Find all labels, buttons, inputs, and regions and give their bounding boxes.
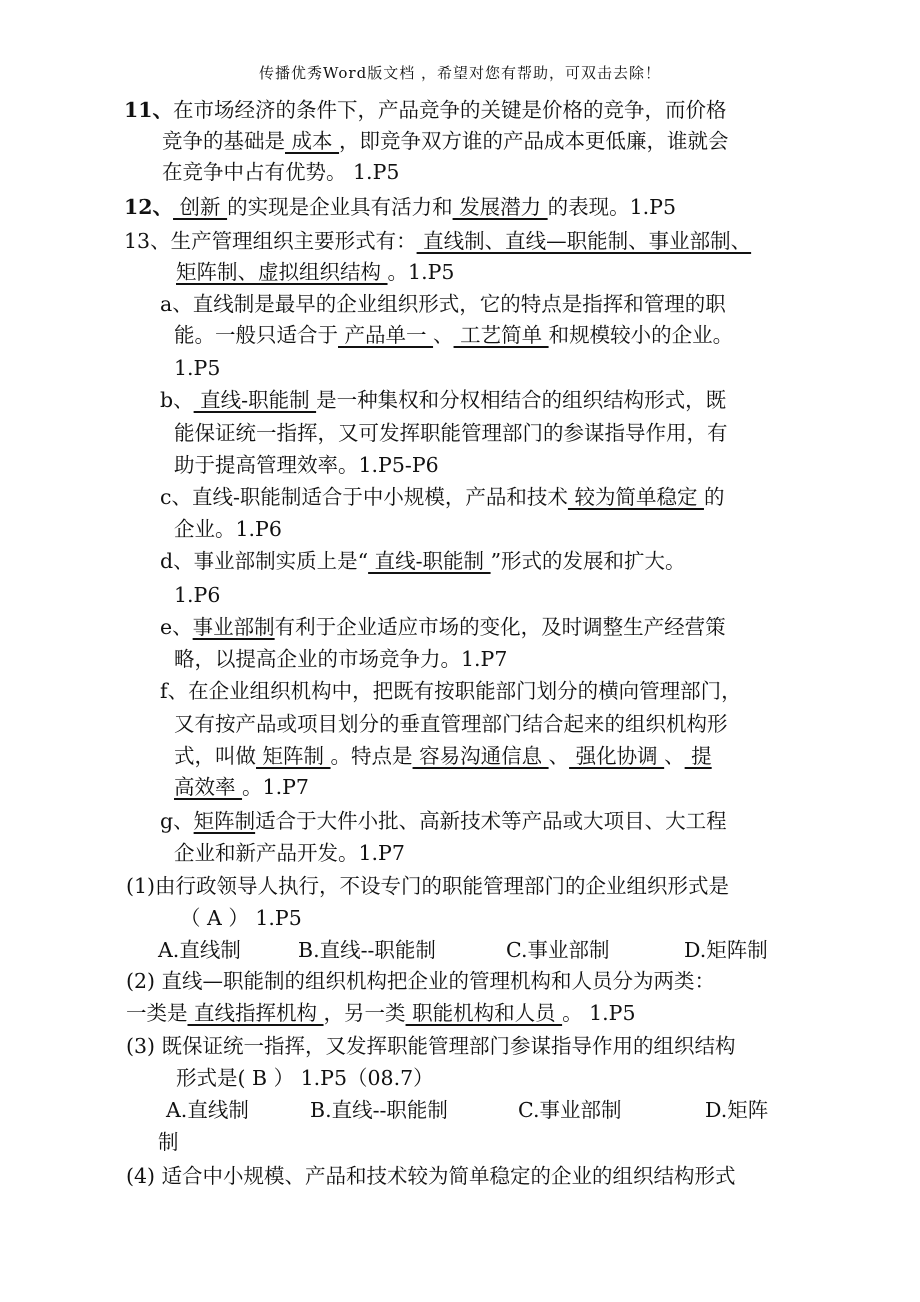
q12-answer-innovation: 创新	[173, 195, 228, 219]
qf-line-4	[174, 772, 309, 802]
q13-text-1a: 生产管理组织主要形式有：	[170, 229, 417, 253]
q12-text-d: 的表现。1.P5	[547, 195, 677, 219]
q13-line-1	[124, 226, 751, 256]
qc-text-1a: 直线-职能制适合于中小规模，产品和技术	[191, 485, 568, 509]
qe-answer-division: 事业部制	[192, 615, 275, 639]
qf-line-1	[160, 676, 742, 706]
qg-line-2: 企业和新产品开发。1.P7	[174, 841, 405, 865]
q12-number: 12、	[124, 195, 174, 219]
m3-option-b: B.直线--职能制	[310, 1098, 448, 1122]
q13-answer-forms-1: 直线制、直线—职能制、事业部制、	[416, 229, 752, 253]
qd-line-1	[160, 546, 686, 576]
qb-line-2: 能保证统一指挥，又可发挥职能管理部门的参谋指导作用，有	[174, 421, 728, 445]
qd-line-2: 1.P6	[174, 583, 221, 607]
qf-text-4b: 。1.P7	[242, 775, 309, 799]
qc-label: c、	[160, 485, 192, 509]
qd-label: d、	[160, 549, 194, 573]
m1-option-a: A.直线制	[158, 938, 241, 962]
m2-answer-line-command: 直线指挥机构	[187, 1001, 324, 1025]
qe-line-1	[160, 612, 726, 642]
qf-text-1: 在企业组织机构中，把既有按职能部门划分的横向管理部门，	[188, 679, 742, 703]
qa-line-3: 1.P5	[174, 356, 221, 380]
m1-line-2: （ A ） 1.P5	[180, 906, 302, 930]
q11-number: 11、	[124, 98, 174, 122]
m1-option-c: C.事业部制	[506, 938, 610, 962]
q12-text-b: 的实现是企业具有活力和	[227, 195, 453, 219]
q13-number: 13、	[124, 229, 171, 253]
qf-text-3e: 、	[548, 744, 570, 768]
qg-label: g、	[160, 809, 194, 833]
qa-answer-simple-process: 工艺简单	[453, 323, 549, 347]
q13-line-2	[176, 257, 454, 287]
page-header: 传播优秀Word版文档 ，希望对您有帮助，可双击去除！	[259, 64, 661, 82]
m2-text-2a: 一类是	[126, 1001, 188, 1025]
qd-text-1a: 事业部制实质上是“	[193, 549, 369, 573]
qc-answer-simple-stable: 较为简单稳定	[567, 485, 704, 509]
qa-line-2	[174, 320, 733, 350]
qb-label: b、	[160, 388, 194, 412]
qe-line-2: 略，以提高企业的市场竞争力。1.P7	[174, 647, 508, 671]
q13-text-2b: 。1.P5	[387, 260, 455, 284]
qf-answer-communication: 容易沟通信息	[412, 744, 549, 768]
qe-text-1b: 有利于企业适应市场的变化，及时调整生产经营策	[274, 615, 726, 639]
qc-text-1c: 的	[703, 485, 725, 509]
m2-line-1: (2) 直线—职能制的组织机构把企业的管理机构和人员分为两类：	[126, 969, 716, 993]
qf-answer-matrix: 矩阵制	[256, 744, 331, 768]
qa-text-2a: 能。一般只适合于	[174, 323, 338, 347]
m2-text-2c: ，另一类	[323, 1001, 406, 1025]
m4-line-1: (4) 适合中小规模、产品和技术较为简单稳定的企业的组织结构形式	[126, 1164, 736, 1188]
m1-option-b: B.直线--职能制	[298, 938, 436, 962]
q12-answer-potential: 发展潜力	[452, 195, 548, 219]
qa-text-2c: 、	[433, 323, 454, 347]
m3-option-d-wrap: 制	[158, 1130, 179, 1154]
q11-line-2	[162, 126, 729, 156]
m3-option-a: A.直线制	[166, 1098, 249, 1122]
q11-answer-cost: 成本	[285, 129, 340, 153]
qe-label: e、	[160, 615, 193, 639]
m3-line-2: 形式是( B ） 1.P5（08.7）	[176, 1066, 434, 1090]
m2-line-2	[126, 998, 636, 1028]
qa-line-1	[160, 289, 726, 319]
qg-line-1	[160, 806, 727, 836]
q13-answer-forms-2: 矩阵制、虚拟组织结构	[176, 260, 388, 284]
qb-text-1b: 是一种集权和分权相结合的组织结构形式，既	[316, 388, 727, 412]
qb-line-3: 助于提高管理效率。1.P5-P6	[174, 453, 439, 477]
qf-text-3g: 、	[664, 744, 685, 768]
qf-text-3a: 式，叫做	[174, 744, 256, 768]
qa-answer-single-product: 产品单一	[338, 323, 434, 347]
m1-line-1: (1)由行政领导人执行，不设专门的职能管理部门的企业组织形式是	[126, 874, 730, 898]
qf-answer-coordination: 强化协调	[569, 744, 665, 768]
qf-answer-efficiency-2: 高效率	[174, 775, 243, 799]
q11-text-1: 在市场经济的条件下，产品竞争的关键是价格的竞争，而价格	[173, 98, 727, 122]
m1-option-d: D.矩阵制	[684, 938, 768, 962]
m3-line-1: (3) 既保证统一指挥，又发挥职能管理部门参谋指导作用的组织结构	[126, 1034, 736, 1058]
qa-text-2e: 和规模较小的企业。	[548, 323, 734, 347]
m2-text-2e: 。 1.P5	[562, 1001, 636, 1025]
q11-line-3: 在竞争中占有优势。 1.P5	[162, 160, 400, 184]
q11-text-2a: 竞争的基础是	[162, 129, 285, 153]
qd-answer-line-function: 直线-职能制	[368, 549, 491, 573]
m2-answer-functional-staff: 职能机构和人员	[405, 1001, 563, 1025]
qc-line-2: 企业。1.P6	[174, 517, 282, 541]
qb-line-1	[160, 385, 726, 415]
qf-text-3c: 。特点是	[330, 744, 413, 768]
qa-label: a、	[160, 292, 193, 316]
qf-answer-efficiency-1: 提	[684, 744, 712, 768]
qf-line-3	[174, 741, 712, 771]
qf-label: f、	[160, 679, 189, 703]
q11-line-1	[124, 95, 727, 125]
qg-answer-matrix: 矩阵制	[193, 809, 256, 833]
q11-text-2c: ，即竞争双方谁的产品成本更低廉，谁就会	[339, 129, 729, 153]
q12-line	[124, 192, 676, 222]
qc-line-1	[160, 482, 724, 512]
qb-answer-line-function: 直线-职能制	[193, 388, 317, 412]
m3-option-d: D.矩阵	[705, 1098, 769, 1122]
qa-text-1: 直线制是最早的企业组织形式，它的特点是指挥和管理的职	[192, 292, 726, 316]
m3-option-c: C.事业部制	[518, 1098, 622, 1122]
qg-text-1b: 适合于大件小批、高新技术等产品或大项目、大工程	[255, 809, 727, 833]
qd-text-1c: ”形式的发展和扩大。	[490, 549, 686, 573]
qf-line-2: 又有按产品或项目划分的垂直管理部门结合起来的组织机构形	[174, 712, 728, 736]
